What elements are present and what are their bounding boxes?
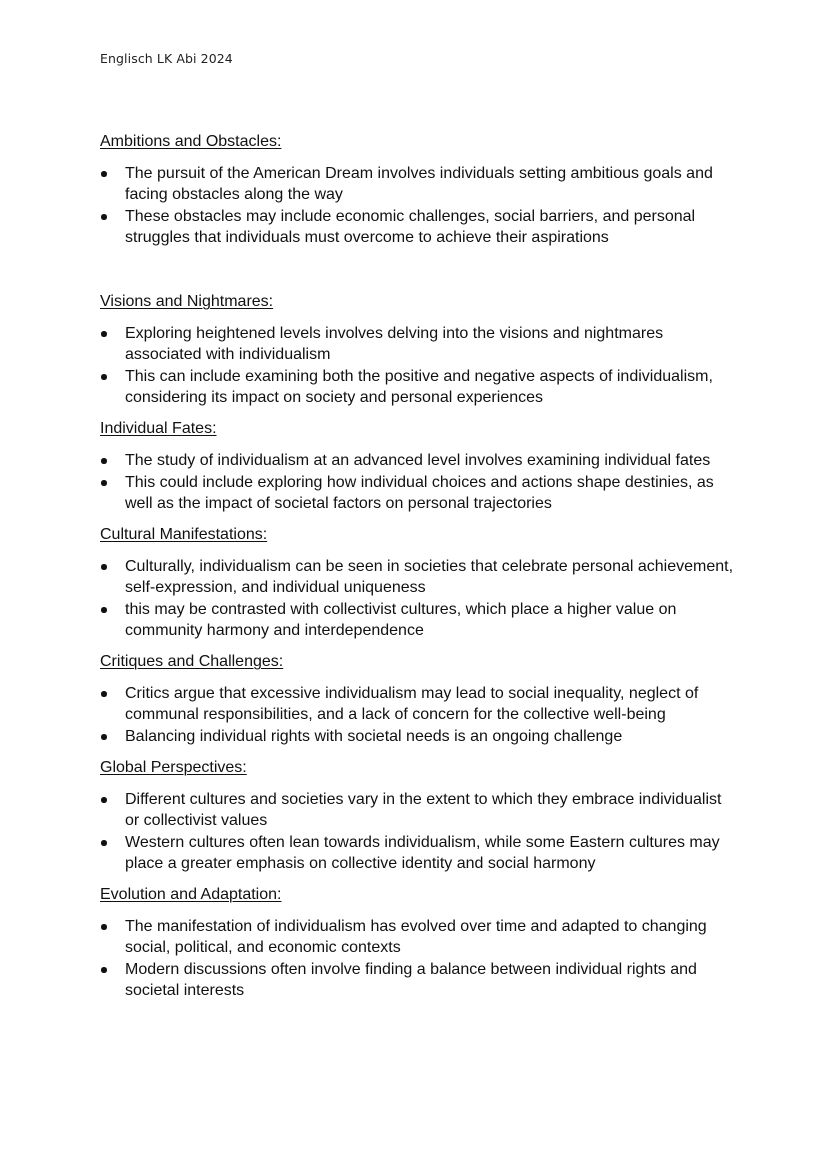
section-heading: Critiques and Challenges: [100,653,284,670]
bullet-icon [101,171,107,177]
list-item [100,472,740,514]
list-item [100,450,740,471]
list-item-text: This can include examining both the positive and negative aspects of individualism, considering its impact on society and personal experiences [125,368,713,406]
list-item-text: Culturally, individualism can be seen in societies that celebrate personal achievement, self-expression, and individual uniqueness [125,558,734,596]
section-visions-and-nightmares [100,291,740,408]
list-item-text: Exploring heightened levels involves delving into the visions and nightmares associated with individualism [125,325,664,363]
list-item [100,366,740,408]
bullet-icon [101,331,107,337]
bullet-list [100,683,740,747]
list-item [100,916,740,958]
list-item [100,959,740,1001]
document-body [100,131,740,1002]
section-heading: Individual Fates: [100,420,217,437]
section-heading: Evolution and Adaptation: [100,886,282,903]
section-ambitions-and-obstacles [100,131,740,248]
bullet-icon [101,214,107,220]
bullet-icon [101,797,107,803]
page-header: Englisch LK Abi 2024 [100,51,233,66]
section-individual-fates [100,418,740,514]
bullet-icon [101,691,107,697]
bullet-icon [101,458,107,464]
bullet-icon [101,480,107,486]
list-item-text: Modern discussions often involve finding a balance between individual rights and societal interests [125,961,697,999]
list-item-text: Balancing individual rights with societal needs is an ongoing challenge [125,728,623,745]
bullet-list [100,450,740,514]
list-item-text: Critics argue that excessive individualism may lead to social inequality, neglect of communal responsibilities, and a lack of concern for the collective well-being [125,685,699,723]
list-item [100,789,740,831]
list-item [100,556,740,598]
bullet-icon [101,374,107,380]
bullet-icon [101,967,107,973]
section-heading: Cultural Manifestations: [100,526,268,543]
section-critiques-and-challenges [100,651,740,747]
section-evolution-and-adaptation [100,884,740,1001]
bullet-icon [101,840,107,846]
list-item [100,832,740,874]
bullet-icon [101,924,107,930]
section-heading: Ambitions and Obstacles: [100,133,282,150]
bullet-icon [101,607,107,613]
list-item-text: This could include exploring how individual choices and actions shape destinies, as well as the impact of societal factors on personal trajectories [125,474,714,512]
list-item-text: These obstacles may include economic challenges, social barriers, and personal struggles that individuals must overcome to achieve their aspirations [125,208,696,246]
list-item [100,726,740,747]
section-cultural-manifestations [100,524,740,641]
section-heading: Global Perspectives: [100,759,247,776]
list-item-text: Western cultures often lean towards individualism, while some Eastern cultures may place a greater emphasis on collective identity and social harmony [125,834,720,872]
bullet-icon [101,734,107,740]
bullet-list [100,916,740,1001]
list-item-text: The pursuit of the American Dream involves individuals setting ambitious goals and facing obstacles along the way [125,165,713,203]
list-item [100,163,740,205]
list-item [100,599,740,641]
list-item-text: The study of individualism at an advanced level involves examining individual fates [125,452,711,469]
section-global-perspectives [100,757,740,874]
bullet-list [100,789,740,874]
bullet-list [100,323,740,408]
list-item-text: Different cultures and societies vary in the extent to which they embrace individualist or collectivist values [125,791,722,829]
bullet-list [100,163,740,248]
list-item [100,683,740,725]
bullet-list [100,556,740,641]
list-item [100,206,740,248]
section-heading: Visions and Nightmares: [100,293,274,310]
list-item [100,323,740,365]
list-item-text: this may be contrasted with collectivist cultures, which place a higher value on community harmony and interdependence [125,601,677,639]
bullet-icon [101,564,107,570]
list-item-text: The manifestation of individualism has evolved over time and adapted to changing social, political, and economic contexts [125,918,707,956]
